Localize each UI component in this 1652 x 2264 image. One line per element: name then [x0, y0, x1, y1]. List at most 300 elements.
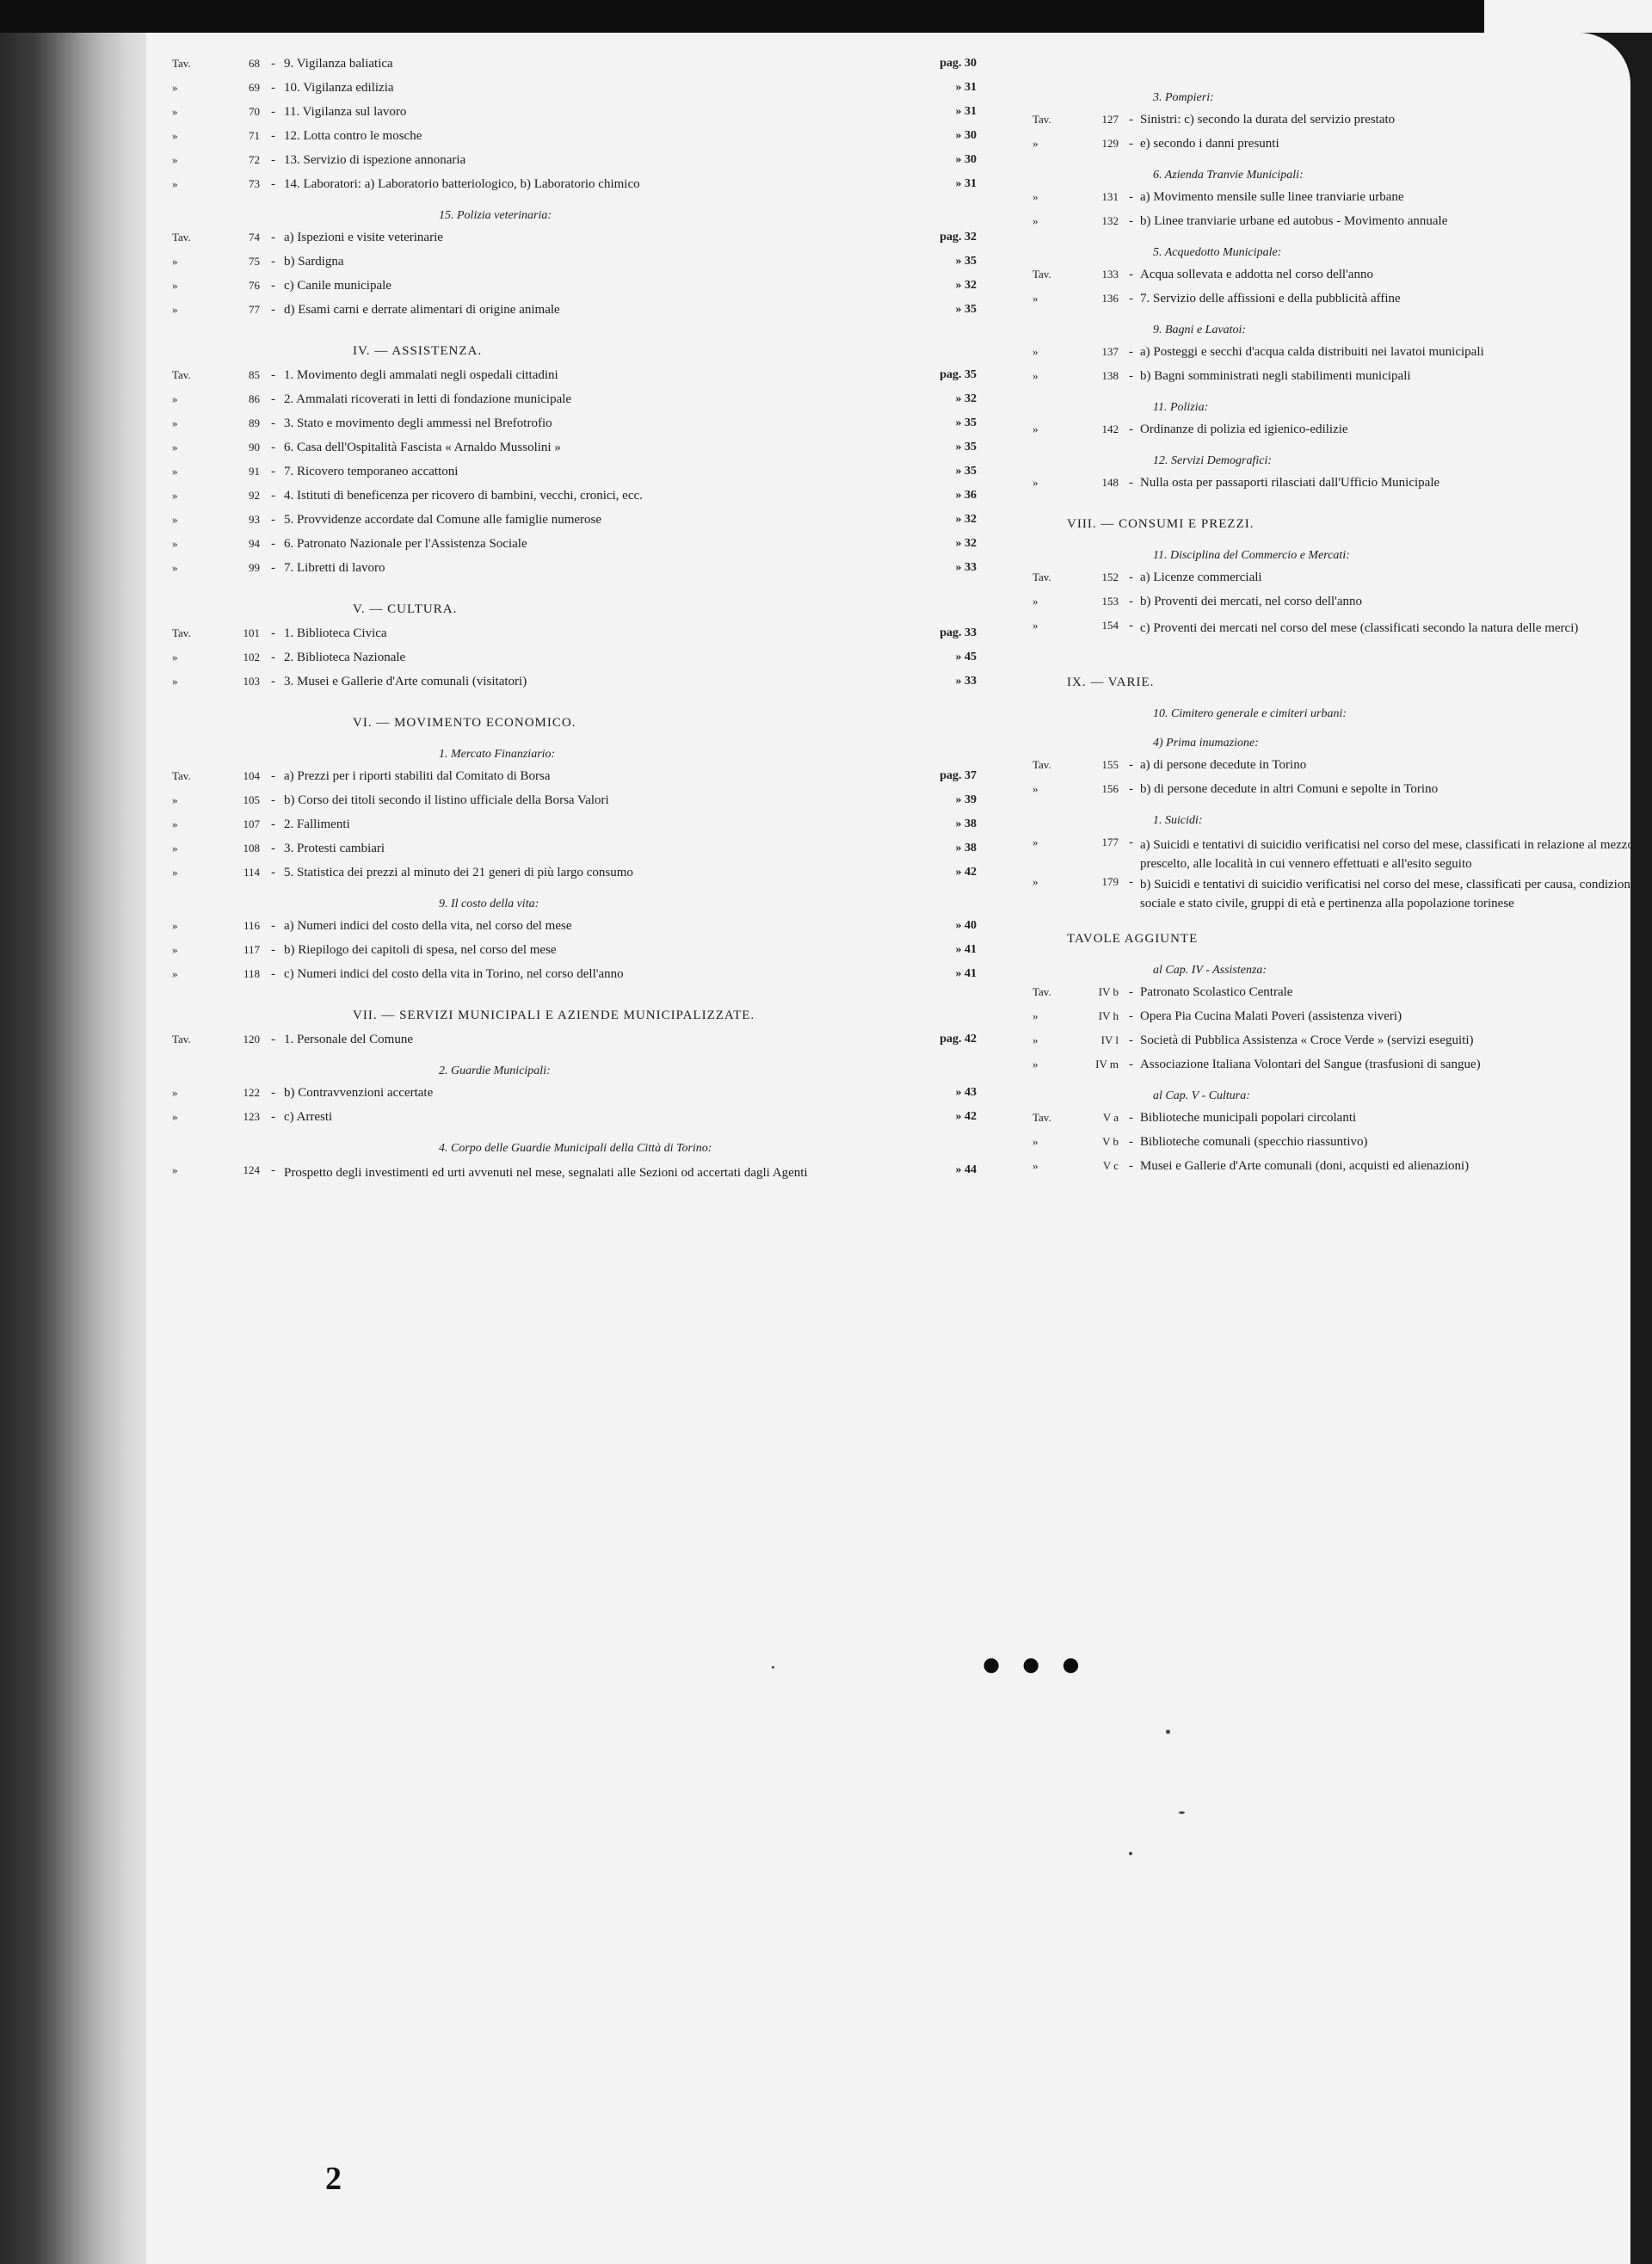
- entry-dash: -: [271, 967, 275, 981]
- entry-dash: -: [271, 561, 275, 575]
- table-number: 68: [249, 57, 260, 70]
- index-entry: [172, 105, 1015, 129]
- table-number: IV m: [1095, 1058, 1119, 1070]
- table-prefix: »: [172, 81, 178, 94]
- entry-title: b) Contravvenzioni accertate: [284, 1086, 434, 1100]
- entry-dash: -: [271, 513, 275, 527]
- index-entry: [172, 57, 1015, 81]
- table-prefix: Tav.: [172, 1033, 191, 1046]
- table-prefix: Tav.: [172, 57, 191, 70]
- table-prefix: Tav.: [172, 626, 191, 639]
- index-entry: [172, 441, 1015, 465]
- entry-dash: -: [271, 105, 275, 119]
- section-heading: VIII. — CONSUMI E PREZZI.: [1067, 517, 1254, 531]
- entry-title: b) Proventi dei mercati, nel corso dell'anno: [1140, 595, 1363, 608]
- entry-dash: -: [271, 769, 275, 783]
- table-prefix: »: [1032, 836, 1039, 848]
- section-heading: TAVOLE AGGIUNTE: [1067, 932, 1199, 946]
- table-number: 85: [249, 368, 260, 381]
- page-number: 2: [325, 2161, 342, 2197]
- entry-title: 5. Provvidenze accordate dal Comune alle famiglie numerose: [284, 513, 602, 527]
- index-entry: [172, 465, 1015, 489]
- subsection-heading: 5. Acquedotto Municipale:: [1153, 246, 1282, 259]
- index-left-column: [172, 57, 1015, 1203]
- table-number: 142: [1101, 423, 1119, 435]
- table-prefix: »: [172, 537, 178, 550]
- entry-dash: -: [1129, 113, 1133, 126]
- index-entry: [1032, 268, 1652, 292]
- entry-title: b) Sardigna: [284, 255, 344, 268]
- entry-title: b) Linee tranviarie urbane ed autobus - Movimento annuale: [1140, 214, 1448, 228]
- entry-dash: -: [271, 489, 275, 503]
- entry-dash: -: [271, 57, 275, 71]
- entry-page-ref: » 33: [955, 675, 977, 688]
- index-entry: [172, 866, 1015, 890]
- index-entry: [172, 416, 1015, 441]
- index-entry: [1032, 345, 1652, 369]
- table-prefix: »: [172, 866, 178, 879]
- index-entry: [1032, 423, 1652, 447]
- entry-title: a) di persone decedute in Torino: [1140, 758, 1307, 772]
- table-prefix: »: [172, 817, 178, 830]
- index-entry: [1032, 836, 1652, 875]
- entry-dash: -: [1129, 782, 1133, 796]
- entry-title: Acqua sollevata e addotta nel corso dell'anno: [1140, 268, 1373, 281]
- entry-title: b) Bagni somministrati negli stabilimenti municipali: [1140, 369, 1411, 383]
- subsection-heading: al Cap. IV - Assistenza:: [1153, 964, 1267, 977]
- entry-page-ref: » 38: [955, 842, 977, 854]
- entry-page-ref: » 41: [955, 967, 977, 980]
- entry-page-ref: » 32: [955, 279, 977, 292]
- entry-dash: -: [1129, 190, 1133, 204]
- table-prefix: »: [1032, 1135, 1039, 1148]
- entry-dash: -: [1129, 345, 1133, 359]
- subsection-heading: 2. Guardie Municipali:: [439, 1064, 551, 1077]
- table-number: V a: [1102, 1111, 1119, 1124]
- subsection-heading: 9. Il costo della vita:: [439, 898, 539, 910]
- scan-top-corner: [1484, 0, 1652, 33]
- table-number: 103: [243, 675, 260, 688]
- table-number: 76: [249, 279, 260, 292]
- table-number: 116: [243, 919, 260, 932]
- entry-title: b) Suicidi e tentativi di suicidio verificatisi nel corso del mese, classificati per causa, condizione sociale e stato civile, gruppi di età e pertinenza alla popolazione torinese: [1140, 878, 1637, 910]
- subsection-heading: 3. Pompieri:: [1153, 91, 1214, 104]
- table-number: 137: [1101, 345, 1119, 358]
- entry-dash: -: [271, 255, 275, 268]
- entry-title: c) Numeri indici del costo della vita in Torino, nel corso dell'anno: [284, 967, 624, 981]
- entry-dash: -: [271, 1086, 275, 1100]
- entry-dash: -: [1129, 268, 1133, 281]
- index-entry: [1032, 292, 1652, 316]
- entry-title: a) Suicidi e tentativi di suicidio verificatisi nel corso del mese, classificati in relazione al mezzo prescelto, alle località in cui vennero effettuati e all'esito seguito: [1140, 838, 1634, 871]
- entry-dash: -: [1129, 1111, 1133, 1125]
- entry-dash: -: [271, 81, 275, 95]
- entry-title: 1. Personale del Comune: [284, 1033, 413, 1046]
- table-prefix: »: [1032, 190, 1039, 203]
- table-number: V b: [1102, 1135, 1119, 1148]
- table-number: 179: [1101, 875, 1119, 888]
- index-entry: [172, 129, 1015, 153]
- table-number: 73: [249, 177, 260, 190]
- entry-title: Nulla osta per passaporti rilasciati dall'Ufficio Municipale: [1140, 476, 1440, 490]
- entry-title: 3. Protesti cambiari: [284, 842, 385, 855]
- entry-page-ref: » 31: [955, 81, 977, 94]
- entry-page-ref: pag. 37: [940, 769, 977, 782]
- index-entry: [1032, 619, 1652, 658]
- entry-dash: -: [271, 279, 275, 293]
- table-prefix: »: [172, 919, 178, 932]
- table-number: 91: [249, 465, 260, 478]
- entry-title: 6. Patronato Nazionale per l'Assistenza Sociale: [284, 537, 527, 551]
- scan-speck: [1179, 1811, 1185, 1814]
- entry-page-ref: » 35: [955, 255, 977, 268]
- table-prefix: »: [172, 465, 178, 478]
- table-prefix: »: [1032, 619, 1039, 632]
- index-entry: [1032, 1009, 1652, 1033]
- subsection-heading: 4. Corpo delle Guardie Municipali della Città di Torino:: [439, 1142, 712, 1155]
- entry-title: a) Movimento mensile sulle linee tranviarie urbane: [1140, 190, 1404, 204]
- table-prefix: Tav.: [172, 231, 191, 244]
- table-number: 123: [243, 1110, 260, 1123]
- table-number: 132: [1101, 214, 1119, 227]
- table-prefix: »: [172, 561, 178, 574]
- table-prefix: »: [172, 1163, 178, 1176]
- entry-page-ref: » 36: [955, 489, 977, 502]
- entry-page-ref: » 35: [955, 303, 977, 316]
- table-number: 94: [249, 537, 260, 550]
- entry-page-ref: pag. 35: [940, 368, 977, 381]
- subsection-heading: 4) Prima inumazione:: [1153, 737, 1259, 750]
- index-entry: [172, 1163, 1015, 1203]
- index-entry: [1032, 476, 1652, 500]
- entry-page-ref: » 31: [955, 177, 977, 190]
- scan-speck: [1129, 1852, 1132, 1855]
- table-number: IV l: [1100, 1033, 1119, 1046]
- entry-page-ref: » 33: [955, 561, 977, 574]
- subsection-heading: 11. Disciplina del Commercio e Mercati:: [1153, 549, 1350, 562]
- index-entry: [172, 153, 1015, 177]
- index-entry: [172, 769, 1015, 793]
- entry-dash: -: [271, 817, 275, 831]
- table-prefix: »: [1032, 345, 1039, 358]
- subsection-heading: 1. Suicidi:: [1153, 814, 1203, 827]
- entry-dash: -: [1129, 476, 1133, 490]
- entry-title: 5. Statistica dei prezzi al minuto dei 21 generi di più largo consumo: [284, 866, 633, 879]
- table-number: IV h: [1098, 1009, 1119, 1022]
- entry-title: 1. Biblioteca Civica: [284, 626, 387, 640]
- table-prefix: »: [172, 1086, 178, 1099]
- table-number: 92: [249, 489, 260, 502]
- entry-title: Patronato Scolastico Centrale: [1140, 985, 1293, 999]
- table-number: 131: [1101, 190, 1119, 203]
- entry-page-ref: pag. 42: [940, 1033, 977, 1046]
- table-number: 104: [243, 769, 260, 782]
- index-entry: [1032, 190, 1652, 214]
- subsection-heading: 10. Cimitero generale e cimiteri urbani:: [1153, 707, 1347, 720]
- index-entry: [172, 651, 1015, 675]
- table-prefix: »: [172, 105, 178, 118]
- entry-title: Biblioteche comunali (specchio riassuntivo): [1140, 1135, 1368, 1149]
- entry-dash: -: [1129, 1159, 1133, 1173]
- entry-page-ref: » 31: [955, 105, 977, 118]
- table-prefix: »: [1032, 1009, 1039, 1022]
- table-number: 86: [249, 392, 260, 405]
- entry-title: e) secondo i danni presunti: [1140, 137, 1279, 151]
- entry-dash: -: [271, 537, 275, 551]
- index-entry: [1032, 571, 1652, 595]
- table-number: 156: [1101, 782, 1119, 795]
- entry-dash: -: [1129, 1033, 1133, 1047]
- index-entry: [1032, 758, 1652, 782]
- table-prefix: »: [172, 441, 178, 453]
- table-prefix: »: [172, 1110, 178, 1123]
- entry-title: Società di Pubblica Assistenza « Croce Verde » (servizi eseguiti): [1140, 1033, 1474, 1047]
- table-prefix: Tav.: [1032, 571, 1051, 583]
- entry-dash: -: [1129, 595, 1133, 608]
- section-heading: VI. — MOVIMENTO ECONOMICO.: [353, 716, 576, 730]
- table-prefix: »: [1032, 369, 1039, 382]
- entry-dash: -: [1129, 875, 1133, 889]
- entry-dash: -: [271, 919, 275, 933]
- entry-dash: -: [271, 153, 275, 167]
- entry-page-ref: » 32: [955, 537, 977, 550]
- index-entry: [172, 561, 1015, 585]
- entry-title: 7. Servizio delle affissioni e della pubblicità affine: [1140, 292, 1401, 305]
- entry-dash: -: [271, 392, 275, 406]
- entry-page-ref: pag. 33: [940, 626, 977, 639]
- index-entry: [172, 303, 1015, 327]
- table-number: 107: [243, 817, 260, 830]
- subsection-heading: 9. Bagni e Lavatoi:: [1153, 324, 1247, 336]
- subsection-heading: 1. Mercato Finanziario:: [439, 748, 556, 761]
- index-entry: [1032, 113, 1652, 137]
- index-entry: [172, 513, 1015, 537]
- table-number: 101: [243, 626, 260, 639]
- index-right-column: [1032, 83, 1652, 1183]
- entry-dash: -: [1129, 1058, 1133, 1071]
- entry-dash: -: [271, 866, 275, 879]
- entry-page-ref: » 38: [955, 817, 977, 830]
- section-heading: VII. — SERVIZI MUNICIPALI E AZIENDE MUNICIPALIZZATE.: [353, 1009, 755, 1022]
- table-number: 108: [243, 842, 260, 854]
- index-entry: [172, 919, 1015, 943]
- index-entry: [172, 177, 1015, 201]
- entry-title: Ordinanze di polizia ed igienico-edilizie: [1140, 423, 1348, 436]
- index-entry: [1032, 1159, 1652, 1183]
- entry-title: Prospetto degli investimenti ed urti avvenuti nel mese, segnalati alle Sezioni od accertati dagli Agenti: [284, 1166, 808, 1180]
- table-prefix: »: [172, 416, 178, 429]
- table-number: 120: [243, 1033, 260, 1046]
- entry-dash: -: [1129, 836, 1133, 849]
- table-prefix: Tav.: [1032, 985, 1051, 998]
- entry-title: Opera Pia Cucina Malati Poveri (assistenza viveri): [1140, 1009, 1402, 1023]
- table-number: 114: [243, 866, 260, 879]
- table-prefix: »: [172, 651, 178, 663]
- entry-title: Biblioteche municipali popolari circolanti: [1140, 1111, 1357, 1125]
- table-prefix: »: [1032, 595, 1039, 608]
- index-entry: [172, 392, 1015, 416]
- table-number: 72: [249, 153, 260, 166]
- entry-page-ref: » 30: [955, 153, 977, 166]
- section-heading: IX. — VARIE.: [1067, 675, 1155, 689]
- entry-page-ref: » 42: [955, 866, 977, 879]
- table-prefix: »: [1032, 423, 1039, 435]
- entry-title: Musei e Gallerie d'Arte comunali (doni, acquisti ed alienazioni): [1140, 1159, 1470, 1173]
- entry-dash: -: [271, 303, 275, 317]
- subsection-heading: 11. Polizia:: [1153, 401, 1209, 414]
- table-number: 74: [249, 231, 260, 244]
- table-prefix: »: [172, 513, 178, 526]
- entry-page-ref: » 35: [955, 441, 977, 453]
- table-number: 70: [249, 105, 260, 118]
- entry-dash: -: [1129, 214, 1133, 228]
- index-entry: [172, 1086, 1015, 1110]
- table-prefix: »: [172, 392, 178, 405]
- entry-title: 7. Libretti di lavoro: [284, 561, 385, 575]
- index-entry: [1032, 985, 1652, 1009]
- table-number: 99: [249, 561, 260, 574]
- table-prefix: »: [1032, 782, 1039, 795]
- index-entry: [172, 675, 1015, 699]
- section-heading: V. — CULTURA.: [353, 602, 458, 616]
- entry-page-ref: » 41: [955, 943, 977, 956]
- index-entry: [1032, 1135, 1652, 1159]
- entry-title: 12. Lotta contro le mosche: [284, 129, 422, 143]
- table-prefix: Tav.: [172, 368, 191, 381]
- entry-dash: -: [271, 441, 275, 454]
- entry-title: 2. Ammalati ricoverati in letti di fondazione municipale: [284, 392, 572, 406]
- table-prefix: »: [1032, 1033, 1039, 1046]
- table-prefix: »: [172, 177, 178, 190]
- entry-title: b) Corso dei titoli secondo il listino ufficiale della Borsa Valori: [284, 793, 609, 807]
- index-entry: [1032, 137, 1652, 161]
- entry-title: a) Licenze commerciali: [1140, 571, 1262, 584]
- entry-title: 3. Stato e movimento degli ammessi nel Brefotrofio: [284, 416, 552, 430]
- entry-title: a) Prezzi per i riporti stabiliti dal Comitato di Borsa: [284, 769, 551, 783]
- entry-page-ref: » 43: [955, 1086, 977, 1099]
- entry-dash: -: [1129, 369, 1133, 383]
- entry-title: 2. Biblioteca Nazionale: [284, 651, 406, 664]
- table-number: 127: [1101, 113, 1119, 126]
- entry-title: c) Proventi dei mercati nel corso del mese (classificati secondo la natura delle merci): [1140, 621, 1579, 635]
- entry-page-ref: » 32: [955, 392, 977, 405]
- entry-page-ref: » 32: [955, 513, 977, 526]
- entry-title: 14. Laboratori: a) Laboratorio batteriologico, b) Laboratorio chimico: [284, 177, 640, 191]
- entry-dash: -: [1129, 137, 1133, 151]
- table-number: 75: [249, 255, 260, 268]
- entry-title: 7. Ricovero temporaneo accattoni: [284, 465, 459, 478]
- entry-page-ref: » 35: [955, 465, 977, 478]
- entry-page-ref: » 30: [955, 129, 977, 142]
- index-entry: [172, 943, 1015, 967]
- table-prefix: Tav.: [1032, 758, 1051, 771]
- entry-title: a) Numeri indici del costo della vita, nel corso del mese: [284, 919, 572, 933]
- table-prefix: »: [172, 255, 178, 268]
- entry-title: a) Ispezioni e visite veterinarie: [284, 231, 443, 244]
- entry-dash: -: [271, 129, 275, 143]
- table-prefix: »: [172, 303, 178, 316]
- index-entry: [172, 537, 1015, 561]
- entry-dash: -: [1129, 1135, 1133, 1149]
- table-number: 71: [249, 129, 260, 142]
- table-prefix: »: [1032, 1058, 1039, 1070]
- table-number: 129: [1101, 137, 1119, 150]
- index-entry: [172, 1033, 1015, 1057]
- table-number: 102: [243, 651, 260, 663]
- table-number: 152: [1101, 571, 1119, 583]
- subsection-heading: 15. Polizia veterinaria:: [439, 209, 552, 222]
- entry-page-ref: » 39: [955, 793, 977, 806]
- table-prefix: »: [172, 793, 178, 806]
- entry-dash: -: [1129, 423, 1133, 436]
- table-number: 136: [1101, 292, 1119, 305]
- index-entry: [172, 842, 1015, 866]
- scan-top-band: [0, 0, 1652, 33]
- table-number: 138: [1101, 369, 1119, 382]
- entry-dash: -: [271, 416, 275, 430]
- entry-dash: -: [271, 626, 275, 640]
- index-entry: [172, 817, 1015, 842]
- index-entry: [1032, 1111, 1652, 1135]
- entry-dash: -: [271, 177, 275, 191]
- index-entry: [1032, 782, 1652, 806]
- entry-dash: -: [1129, 619, 1133, 632]
- index-entry: [1032, 1058, 1652, 1082]
- index-entry: [1032, 595, 1652, 619]
- entry-title: 10. Vigilanza edilizia: [284, 81, 394, 95]
- entry-title: c) Canile municipale: [284, 279, 391, 293]
- subsection-heading: al Cap. V - Cultura:: [1153, 1089, 1250, 1102]
- entry-title: Associazione Italiana Volontari del Sangue (trasfusioni di sangue): [1140, 1058, 1481, 1071]
- ornament-dots: ● ● ●: [981, 1644, 1087, 1683]
- entry-dash: -: [271, 651, 275, 664]
- table-number: 90: [249, 441, 260, 453]
- table-prefix: »: [172, 279, 178, 292]
- table-prefix: »: [1032, 875, 1039, 888]
- index-entry: [172, 368, 1015, 392]
- table-number: IV b: [1098, 985, 1119, 998]
- index-entry: [172, 626, 1015, 651]
- entry-dash: -: [271, 943, 275, 957]
- entry-title: 11. Vigilanza sul lavoro: [284, 105, 407, 119]
- index-entry: [172, 231, 1015, 255]
- entry-title: 1. Movimento degli ammalati negli ospedali cittadini: [284, 368, 558, 382]
- entry-title: a) Posteggi e secchi d'acqua calda distribuiti nei lavatoi municipali: [1140, 345, 1484, 359]
- entry-title: 3. Musei e Gallerie d'Arte comunali (visitatori): [284, 675, 527, 688]
- table-prefix: »: [1032, 292, 1039, 305]
- table-number: 148: [1101, 476, 1119, 489]
- entry-title: 4. Istituti di beneficenza per ricovero di bambini, vecchi, cronici, ecc.: [284, 489, 643, 503]
- entry-page-ref: pag. 32: [940, 231, 977, 244]
- index-entry: [172, 279, 1015, 303]
- entry-dash: -: [1129, 292, 1133, 305]
- entry-dash: -: [271, 231, 275, 244]
- entry-dash: -: [271, 1163, 275, 1177]
- table-prefix: »: [1032, 214, 1039, 227]
- scan-speck: [1166, 1730, 1170, 1734]
- entry-dash: -: [1129, 1009, 1133, 1023]
- table-prefix: »: [172, 675, 178, 688]
- entry-page-ref: » 45: [955, 651, 977, 663]
- table-prefix: »: [172, 842, 178, 854]
- entry-dash: -: [271, 842, 275, 855]
- table-number: 93: [249, 513, 260, 526]
- index-entry: [1032, 214, 1652, 238]
- table-prefix: »: [172, 943, 178, 956]
- table-number: V c: [1102, 1159, 1119, 1172]
- table-number: 122: [243, 1086, 260, 1099]
- entry-title: Sinistri: c) secondo la durata del servizio prestato: [1140, 113, 1396, 126]
